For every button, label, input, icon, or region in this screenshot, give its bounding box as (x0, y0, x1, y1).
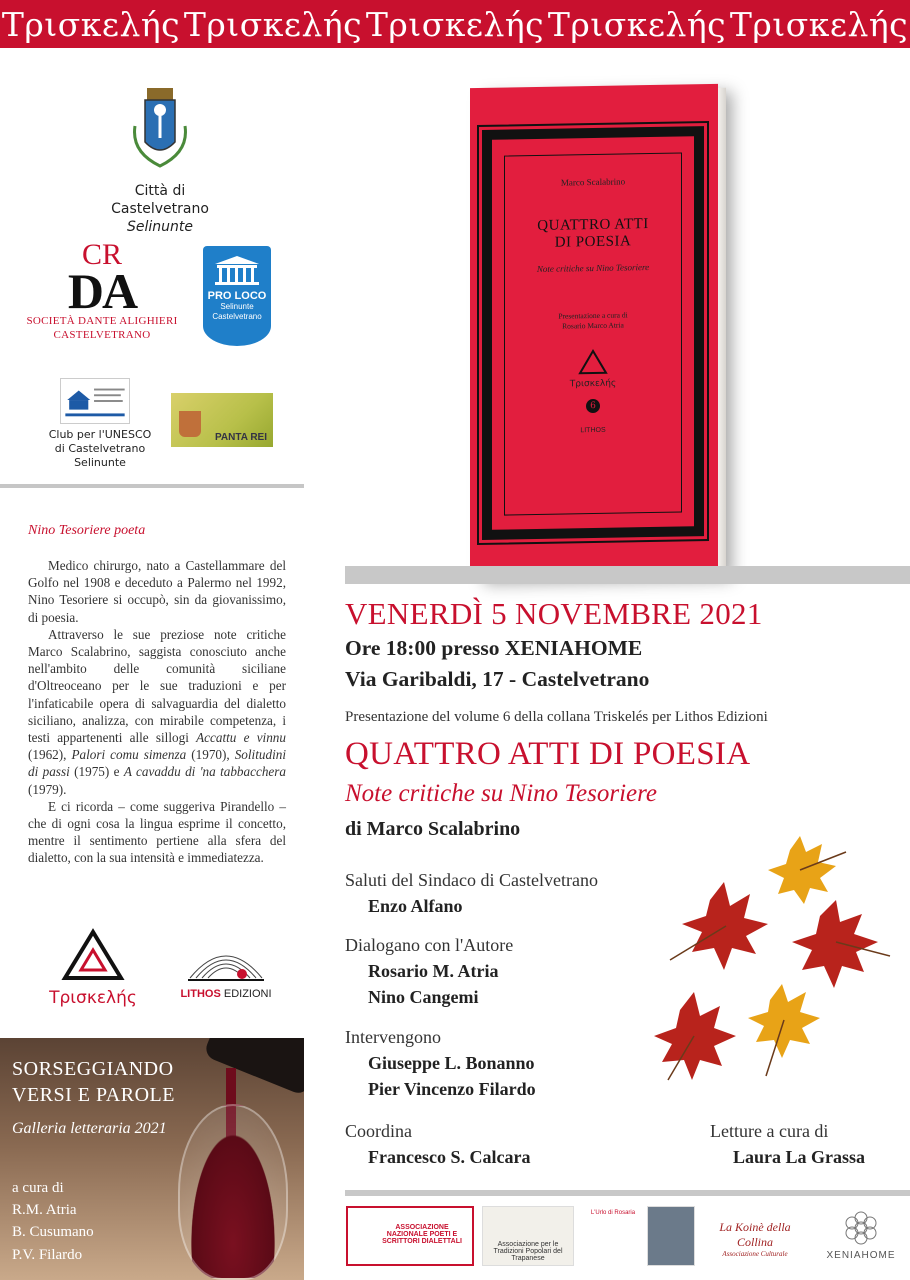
program-name: Nino Cangemi (368, 987, 479, 1007)
proloco-line1: PRO LOCO (207, 290, 267, 302)
series-line3: Galleria letteraria 2021 (12, 1120, 167, 1137)
bio-text (28, 557, 286, 867)
proloco-line3: Castelvetrano (212, 312, 262, 321)
left-divider (0, 484, 304, 488)
lithos-book-icon (184, 940, 268, 984)
bio-paragraph-3: E ci ricorda – come suggeriva Pirandello – che di ogni cosa la lingua esprime il concetto, mentre il sentimento pertiene alla sfera del dialetto, con la sua intensità e immediatezza. (28, 798, 286, 866)
sponsor-xeniahome: XENIAHOME (814, 1206, 908, 1266)
book-cover (470, 84, 718, 576)
temple-icon (211, 254, 263, 286)
event-time-place: Ore 18:00 presso XENIAHOME (345, 636, 643, 660)
dante-line1: SOCIETÀ DANTE ALIGHIERI (26, 315, 178, 327)
book-title-line2: DI POESIA (554, 233, 632, 251)
sponsor-poeti-dialettali: ASSOCIAZIONE NAZIONALE POETI E SCRITTORI DIALETTALI (346, 1206, 474, 1266)
program-name: Laura La Grassa (733, 1147, 866, 1167)
unesco-line1: Club per l'UNESCO (48, 428, 152, 441)
unesco-line2: di Castelvetrano Selinunte (54, 442, 146, 469)
banner-word: Τρισκελής (183, 4, 363, 44)
banner-word: Τρισκελής (547, 4, 727, 44)
proloco-logo (203, 246, 271, 346)
bio-paragraph-2: Attraverso le sue preziose note critiche Marco Scalabrino, saggista conosciuto anche nell'ambito delle comunità siciliane d'Oltreoceano per le sue traduzioni e per l'infaticabile opera di salvaguardia del dialetto siciliano, analizza, con mirabile competenza, i testi appartenenti alle sillogi Accattu e vinnu (1962), Palori comu simenza (1970), Solitudini di passi (1975) e A cavaddu di 'na tabbacchera (1979). (28, 626, 286, 797)
event-date: VENERDÌ 5 NOVEMBRE 2021 (345, 596, 763, 631)
dante-mark: CR (81, 238, 123, 271)
series-curator: R.M. Atria (12, 1202, 77, 1218)
sponsor-urlo-rosaria: L'Urlo di Rosaria (590, 1210, 636, 1216)
program-role-intervengono: Intervengono (345, 1027, 441, 1047)
series-line2: VERSI E PAROLE (12, 1084, 175, 1106)
bio-paragraph-1: Medico chirurgo, nato a Castellammare del Golfo nel 1908 e deceduto a Palermo nel 1992, Nino Tesoriere si occupò, sin da giovanissimo, di poesia. (28, 558, 286, 625)
event-subtitle: Note critiche su Nino Tesoriere (345, 780, 658, 807)
footer-divider (345, 1190, 910, 1196)
triskelis-symbol-icon (57, 928, 129, 984)
sponsor-painting (647, 1206, 695, 1266)
dante-line2: CASTELVETRANO (53, 329, 151, 341)
unesco-emblem-icon (60, 378, 130, 424)
city-name-line2: Castelvetrano Selinunte (111, 201, 209, 235)
unesco-club-logo (30, 378, 170, 470)
event-address: Via Garibaldi, 17 - Castelvetrano (345, 667, 650, 691)
series-curator: P.V. Filardo (12, 1247, 83, 1263)
autumn-leaves-icon (650, 830, 900, 1090)
book-author: Marco Scalabrino (560, 176, 626, 188)
lithos-label: LITHOS EDIZIONI (180, 988, 272, 1000)
banner-word: Τρισκελής (365, 4, 545, 44)
right-divider (345, 566, 910, 584)
wine-glass-icon (178, 1104, 288, 1280)
sponsor-koine-collina: La Koinè della Collina Associazione Culturale (719, 1220, 791, 1258)
bio-title: Nino Tesoriere poeta (28, 523, 146, 538)
book-presentation: Presentazione a cura di Rosario Marco Atria (558, 310, 628, 331)
series-curated-label: a cura di (12, 1180, 64, 1196)
dante-initials: DA (67, 263, 137, 319)
program-role-dialogano: Dialogano con l'Autore (345, 935, 514, 955)
program-name: Giuseppe L. Bonanno (368, 1053, 535, 1073)
banner-word: Τρισκελής (729, 4, 909, 44)
wine-bottle-icon (203, 1038, 304, 1096)
triskelis-label: Τρισκελής (49, 988, 137, 1008)
xeniahome-flower-icon (841, 1210, 881, 1246)
cup-icon (179, 411, 201, 437)
city-crest-icon (127, 86, 193, 172)
book-pages (718, 88, 726, 568)
lithos-logo (176, 940, 276, 1000)
event-byline: di Marco Scalabrino (345, 818, 521, 840)
series-curator: B. Cusumano (12, 1224, 94, 1240)
program-role-letture: Letture a cura di (710, 1121, 829, 1141)
city-name-line1: Città di (134, 183, 186, 199)
book-brand: Τρισκελής (569, 378, 617, 390)
panta-rei-logo (171, 393, 273, 447)
program-name: Enzo Alfano (368, 896, 463, 916)
dante-alighieri-logo (22, 238, 182, 342)
panta-rei-label: PANTA REI (214, 432, 267, 443)
event-title: QUATTRO ATTI DI POESIA (345, 736, 751, 772)
book-cover-inner (504, 152, 682, 515)
program-name: Rosario M. Atria (368, 961, 499, 981)
program-name: Francesco S. Calcara (368, 1147, 531, 1167)
event-presentation: Presentazione del volume 6 della collana Triskelés per Lithos Edizioni (345, 709, 768, 725)
program-role-saluti: Saluti del Sindaco di Castelvetrano (345, 870, 598, 890)
book-subtitle: Note critiche su Nino Tesoriere (536, 262, 650, 274)
series-box (0, 1038, 304, 1280)
series-line1: SORSEGGIANDO (12, 1058, 174, 1080)
program-name: Pier Vincenzo Filardo (368, 1079, 536, 1099)
book-title-line1: QUATTRO ATTI (537, 216, 649, 234)
banner-word: Τρισκελής (1, 4, 181, 44)
triskelis-logo (38, 928, 148, 1008)
proloco-line2: Selinunte (220, 302, 254, 311)
book-volume-number: 6 (586, 399, 600, 413)
top-banner (0, 0, 910, 48)
sponsor-tradizioni-popolari: Associazione per le Tradizioni Popolari del Trapanese (482, 1206, 574, 1266)
city-logo (80, 86, 240, 236)
program-role-coordina: Coordina (345, 1121, 412, 1141)
book-publisher: LITHOS (580, 426, 606, 435)
book-triskelis-icon (576, 349, 610, 376)
